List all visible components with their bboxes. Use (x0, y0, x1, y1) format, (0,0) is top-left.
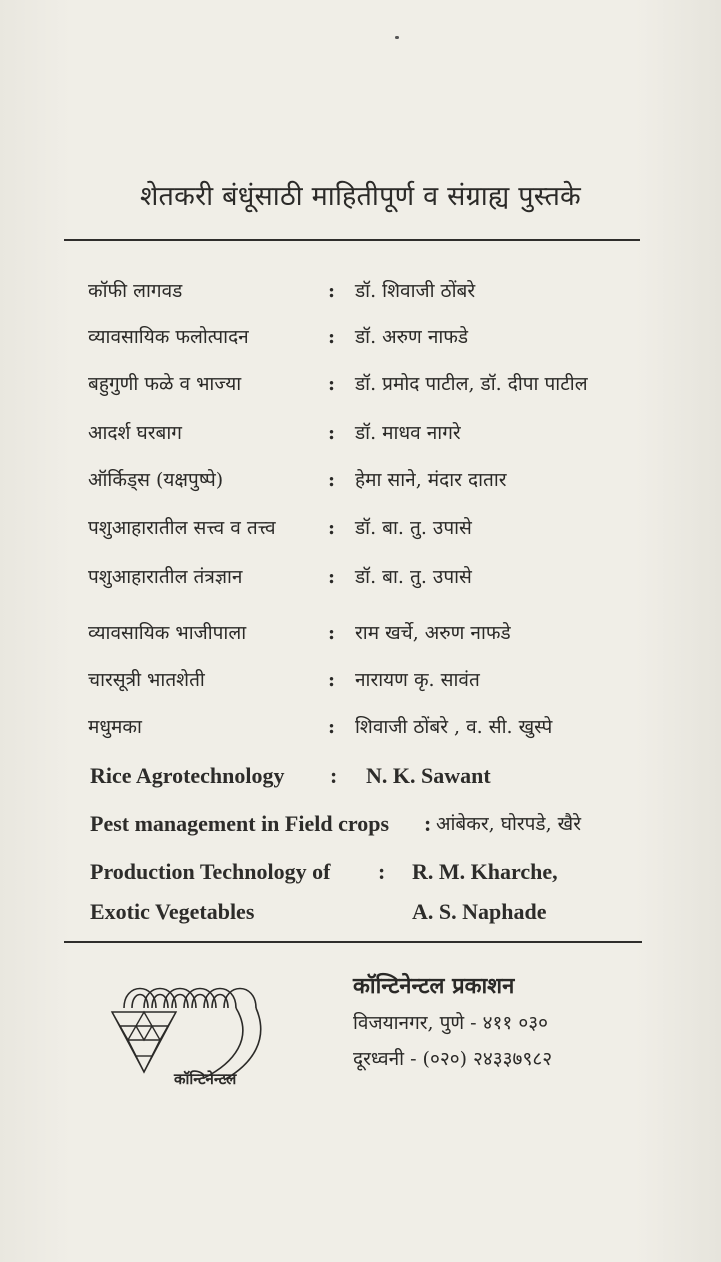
bottom-divider (64, 941, 642, 943)
separator-colon: : (328, 716, 336, 738)
book-title: पशुआहारातील सत्त्व व तत्त्व (88, 517, 276, 539)
separator-colon: : (378, 859, 386, 884)
book-author: डॉ. बा. तु. उपासे (355, 566, 472, 588)
separator-colon: : (328, 469, 336, 491)
book-author: डॉ. माधव नागरे (355, 422, 461, 444)
book-author: शिवाजी ठोंबरे , व. सी. खुस्पे (355, 716, 553, 738)
book-author: डॉ. अरुण नाफडे (355, 326, 469, 348)
page-heading: शेतकरी बंधूंसाठी माहितीपूर्ण व संग्राह्य पुस्तके (140, 181, 581, 212)
english-book-title-line1: Production Technology of (90, 859, 331, 884)
english-book-author: N. K. Sawant (366, 763, 491, 788)
book-title: ऑर्किड्स (यक्षपुष्पे) (88, 469, 224, 491)
top-divider (64, 239, 640, 241)
publisher-address: विजयानगर, पुणे - ४११ ०३० (353, 1012, 548, 1034)
separator-colon: : (328, 373, 336, 395)
publisher-name: कॉन्टिनेन्टल प्रकाशन (353, 973, 515, 999)
english-book-title: Rice Agrotechnology (90, 763, 285, 788)
book-author: डॉ. बा. तु. उपासे (355, 517, 472, 539)
separator-colon: : (328, 517, 336, 539)
book-author: डॉ. प्रमोद पाटील, डॉ. दीपा पाटील (355, 373, 588, 395)
english-book-title-line2: Exotic Vegetables (90, 899, 255, 924)
english-book-author: आंबेकर, घोरपडे, खैरे (436, 813, 581, 835)
logo-label: कॉन्टिनेन्टल (174, 1070, 237, 1088)
english-book-author-line1: R. M. Kharche, (412, 859, 558, 884)
separator-colon: : (328, 669, 336, 691)
paper-speck (395, 36, 399, 39)
book-author: राम खर्चे, अरुण नाफडे (355, 622, 511, 644)
book-author: हेमा साने, मंदार दातार (355, 469, 507, 491)
book-title: आदर्श घरबाग (88, 422, 182, 444)
separator-colon: : (424, 811, 432, 836)
separator-colon: : (328, 326, 336, 348)
separator-colon: : (328, 280, 336, 302)
publisher-logo (104, 968, 274, 1088)
book-author: डॉ. शिवाजी ठोंबरे (355, 280, 476, 302)
separator-colon: : (330, 763, 338, 788)
book-title: पशुआहारातील तंत्रज्ञान (88, 566, 243, 588)
separator-colon: : (328, 622, 336, 644)
book-title: चारसूत्री भातशेती (88, 669, 205, 691)
book-author: नारायण कृ. सावंत (355, 669, 480, 691)
book-title: बहुगुणी फळे व भाज्या (88, 373, 242, 395)
separator-colon: : (328, 422, 336, 444)
book-title: व्यावसायिक भाजीपाला (88, 622, 247, 644)
separator-colon: : (328, 566, 336, 588)
book-title: कॉफी लागवड (88, 280, 183, 302)
publisher-phone: दूरध्वनी - (०२०) २४३३७९८२ (353, 1048, 553, 1070)
book-title: व्यावसायिक फलोत्पादन (88, 326, 249, 348)
book-title: मधुमका (88, 716, 142, 738)
english-book-title: Pest management in Field crops (90, 811, 390, 836)
english-book-author-line2: A. S. Naphade (412, 899, 547, 924)
